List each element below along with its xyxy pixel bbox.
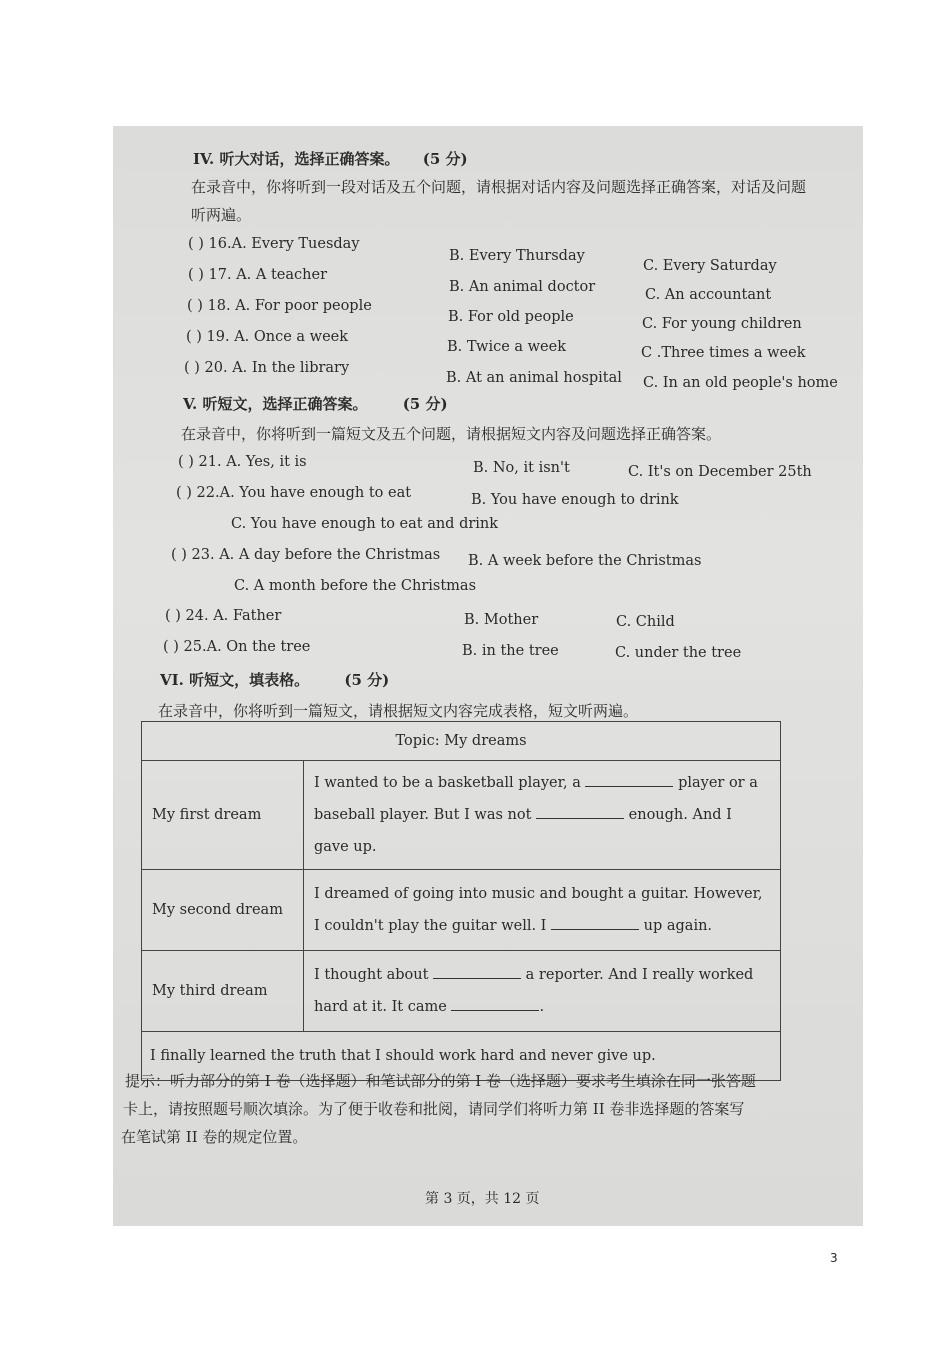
question-18-option-b: B. For old people	[448, 309, 574, 325]
question-24-option-b: B. Mother	[464, 612, 539, 628]
question-20-option-b: B. At an animal hospital	[446, 370, 622, 386]
question-24: ( ) 24. A. Father	[165, 608, 282, 624]
section6-title: VI. 听短文，填表格。 (5 分)	[160, 671, 390, 689]
question-18-option-c: C. For young children	[642, 316, 802, 332]
table-row	[142, 870, 781, 951]
question-20: ( ) 20. A. In the library	[184, 360, 350, 376]
question-25: ( ) 25.A. On the tree	[163, 639, 311, 655]
inner-page-indicator: 第 3 页，共 12 页	[425, 1191, 540, 1207]
note-line-1: 提示：听力部分的第 I 卷（选择题）和笔试部分的第 I 卷（选择题）要求考生填涂在同一张答题	[125, 1072, 756, 1090]
question-24-option-c: C. Child	[616, 614, 675, 630]
question-22-option-c: C. You have enough to eat and drink	[231, 516, 499, 532]
dream-label: My third dream	[142, 951, 304, 1032]
section4-title: IV. 听大对话，选择正确答案。 (5 分)	[193, 150, 468, 168]
table-conclusion: I finally learned the truth that I should work hard and never give up.	[142, 1032, 781, 1081]
dream-content: I dreamed of going into music and bought a guitar. However, I couldn't play the guitar well. I up again.	[304, 870, 781, 951]
answer-blank[interactable]	[433, 964, 521, 979]
answer-blank[interactable]	[551, 915, 639, 930]
table-row	[142, 761, 781, 870]
question-17-option-c: C. An accountant	[645, 287, 772, 303]
question-21-option-c: C. It's on December 25th	[628, 464, 812, 480]
section4-instruction: 在录音中，你将听到一段对话及五个问题，请根据对话内容及问题选择正确答案，对话及问题	[191, 178, 807, 196]
question-16-option-c: C. Every Saturday	[643, 258, 777, 274]
question-20-option-c: C. In an old people's home	[643, 375, 838, 391]
question-23-option-c: C. A month before the Christmas	[234, 578, 477, 594]
page-number: 3	[830, 1251, 838, 1265]
question-23-option-b: B. A week before the Christmas	[468, 553, 702, 569]
question-17: ( ) 17. A. A teacher	[188, 267, 327, 283]
question-17-option-b: B. An animal doctor	[449, 279, 596, 295]
dreams-table	[141, 721, 781, 1081]
note-line-3: 在笔试第 II 卷的规定位置。	[121, 1128, 308, 1146]
dream-label: My first dream	[142, 761, 304, 870]
section6-instruction: 在录音中，你将听到一篇短文，请根据短文内容完成表格，短文听两遍。	[158, 702, 639, 720]
question-21: ( ) 21. A. Yes, it is	[178, 454, 307, 470]
table-row	[142, 722, 781, 761]
note-line-2: 卡上，请按照题号顺次填涂。为了便于收卷和批阅，请同学们将听力第 II 卷非选择题的答案写	[123, 1100, 745, 1118]
dream-content: I thought about a reporter. And I really worked hard at it. It came .	[304, 951, 781, 1032]
question-16: ( ) 16.A. Every Tuesday	[188, 236, 360, 252]
answer-blank[interactable]	[536, 804, 624, 819]
question-22-option-b: B. You have enough to drink	[471, 492, 679, 508]
question-23: ( ) 23. A. A day before the Christmas	[171, 547, 441, 563]
section5-instruction: 在录音中，你将听到一篇短文及五个问题，请根据短文内容及问题选择正确答案。	[181, 425, 722, 443]
dream-content: I wanted to be a basketball player, a player or a baseball player. But I was not enough. And I gave up.	[304, 761, 781, 870]
table-topic: Topic: My dreams	[142, 722, 781, 761]
dream-label: My second dream	[142, 870, 304, 951]
question-19-option-b: B. Twice a week	[447, 339, 567, 355]
answer-blank[interactable]	[585, 772, 673, 787]
scanned-page-photo	[113, 126, 863, 1226]
question-19: ( ) 19. A. Once a week	[186, 329, 349, 345]
question-21-option-b: B. No, it isn't	[473, 460, 570, 476]
answer-blank[interactable]	[451, 996, 539, 1011]
question-25-option-b: B. in the tree	[462, 643, 559, 659]
question-18: ( ) 18. A. For poor people	[187, 298, 372, 314]
question-25-option-c: C. under the tree	[615, 645, 742, 661]
section5-title: V. 听短文，选择正确答案。 (5 分)	[183, 395, 448, 413]
section4-instruction-cont: 听两遍。	[191, 206, 252, 224]
question-22: ( ) 22.A. You have enough to eat	[176, 485, 412, 501]
question-16-option-b: B. Every Thursday	[449, 248, 585, 264]
question-19-option-c: C .Three times a week	[641, 345, 806, 361]
table-row	[142, 951, 781, 1032]
